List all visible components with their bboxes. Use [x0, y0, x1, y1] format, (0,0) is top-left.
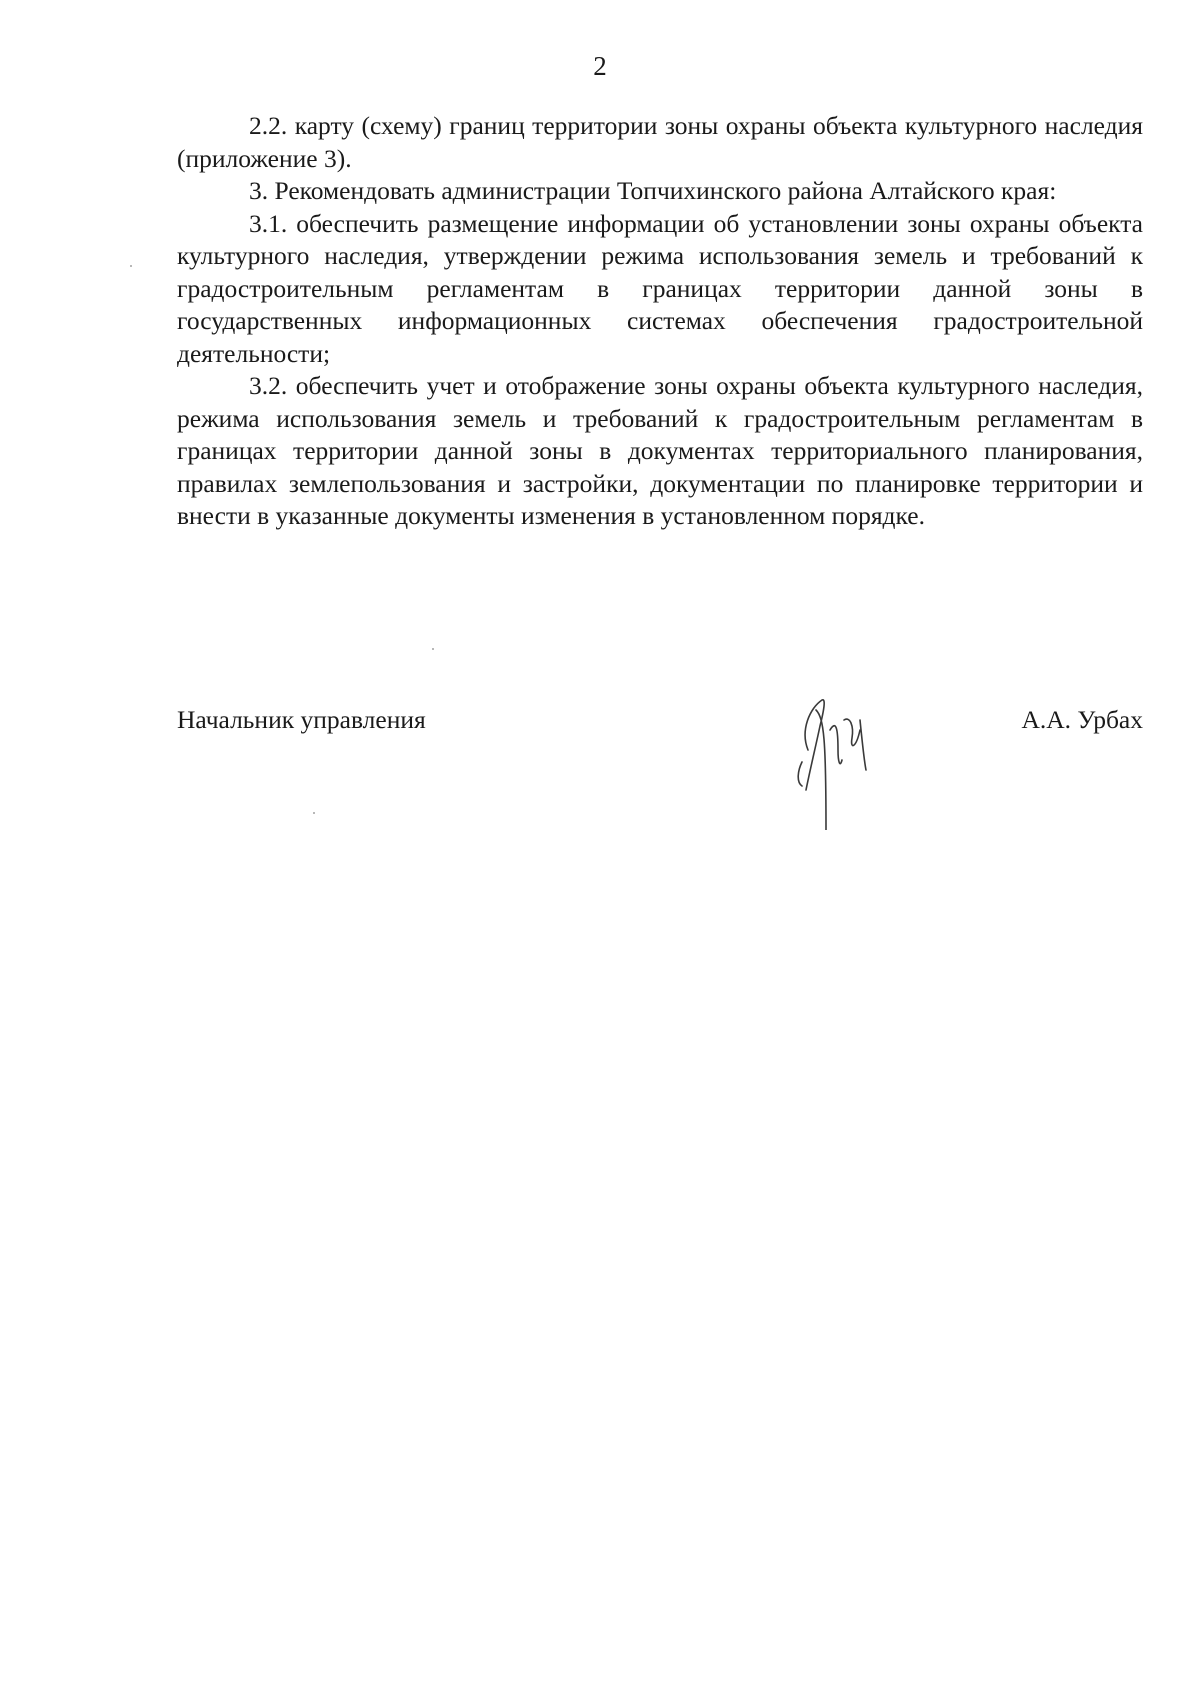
signatory-position: Начальник управления [177, 705, 426, 734]
document-body [177, 110, 1143, 533]
signatory-name: А.А. Урбах [1021, 705, 1143, 734]
scan-speck [313, 812, 315, 814]
page-number: 2 [593, 51, 607, 81]
signature-block [177, 704, 1143, 744]
paragraph-3: 3. Рекомендовать администрации Топчихинского района Алтайского края: [249, 176, 1057, 205]
paragraph-2-2: 2.2. карту (схему) границ территории зоны охраны объекта культурного наследия (приложение 3). [177, 111, 1143, 173]
scan-speck [432, 648, 434, 650]
handwritten-signature [780, 690, 890, 830]
paragraph-3-1: 3.1. обеспечить размещение информации об установлении зоны охраны объекта культурного наследия, утверждении режима использования земель и требований к градостроительным регламентам в границах территории данной зоны в государственных информационных системах обеспечения градостроительной деятельности; [177, 208, 1143, 368]
scan-speck [130, 265, 132, 267]
paragraph-3-2: 3.2. обеспечить учет и отображение зоны охраны объекта культурного наследия, режима использования земель и требований к градостроительным регламентам в границах территории данной зоны в документах территориального планирования, правилах землепользования и застройки, документации по планировке территории и внести в указанные документы изменения в установленном порядке. [177, 371, 1143, 530]
